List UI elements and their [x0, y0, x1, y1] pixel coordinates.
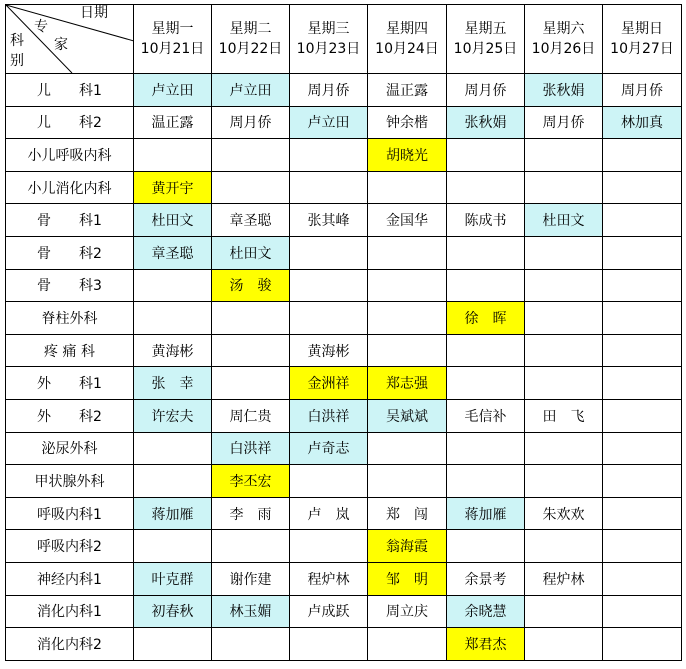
expert-name: 温正露 [151, 115, 194, 132]
schedule-cell [603, 530, 682, 563]
department-label: 外 科2 [6, 399, 134, 432]
corner-expert-label-2: 家 [54, 37, 68, 53]
department-label: 脊柱外科 [6, 302, 134, 335]
schedule-cell [368, 269, 447, 302]
table-row [6, 106, 682, 139]
weekday-label: 星期日 [621, 21, 663, 37]
schedule-cell [134, 236, 212, 269]
department-label: 神经内科1 [6, 562, 134, 595]
schedule-cell [368, 432, 447, 465]
schedule-cell [368, 628, 447, 661]
schedule-cell [368, 465, 447, 498]
schedule-cell [447, 595, 525, 628]
schedule-cell [212, 530, 290, 563]
schedule-cell [447, 497, 525, 530]
schedule-cell [603, 432, 682, 465]
schedule-cell [603, 399, 682, 432]
expert-name: 金国华 [386, 213, 428, 230]
schedule-cell [447, 106, 525, 139]
expert-name: 白洪祥 [307, 408, 350, 425]
schedule-cell [134, 334, 212, 367]
expert-name: 郑志强 [386, 376, 428, 393]
corner-dept-label-2: 别 [10, 53, 24, 69]
schedule-cell [603, 74, 682, 107]
expert-name: 张秋娟 [542, 82, 585, 99]
schedule-cell [290, 530, 368, 563]
weekday-label: 星期六 [542, 21, 585, 37]
schedule-cell [368, 74, 447, 107]
department-label: 疼 痛 科 [6, 334, 134, 367]
expert-name: 杜田文 [542, 213, 585, 230]
schedule-cell [525, 106, 603, 139]
schedule-cell [212, 269, 290, 302]
day-header-6 [525, 5, 603, 74]
corner-dept-label-1: 科 [10, 33, 24, 49]
corner-date-label: 日期 [80, 5, 108, 21]
table-row [6, 595, 682, 628]
schedule-cell [525, 302, 603, 335]
department-label: 消化内科1 [6, 595, 134, 628]
expert-name: 邹 明 [386, 571, 428, 588]
table-row [6, 302, 682, 335]
expert-name: 郑君杰 [464, 636, 507, 653]
schedule-cell [290, 334, 368, 367]
schedule-cell [603, 465, 682, 498]
schedule-cell [525, 497, 603, 530]
schedule-cell [290, 204, 368, 237]
department-label: 骨 科3 [6, 269, 134, 302]
table-row [6, 530, 682, 563]
schedule-cell [212, 562, 290, 595]
table-row [6, 562, 682, 595]
schedule-cell [368, 236, 447, 269]
expert-name: 周仁贵 [229, 408, 272, 425]
expert-name: 张秋娟 [464, 115, 507, 132]
expert-name: 郑 闯 [386, 506, 428, 523]
schedule-cell [212, 432, 290, 465]
table-row [6, 399, 682, 432]
schedule-cell [447, 204, 525, 237]
schedule-cell [290, 106, 368, 139]
schedule-cell [134, 106, 212, 139]
schedule-cell [525, 530, 603, 563]
schedule-cell [603, 334, 682, 367]
schedule-cell [134, 530, 212, 563]
schedule-cell [447, 399, 525, 432]
schedule-cell [134, 628, 212, 661]
day-header-5 [447, 5, 525, 74]
schedule-cell [368, 302, 447, 335]
schedule-cell [525, 399, 603, 432]
schedule-cell [212, 302, 290, 335]
expert-name: 周月侨 [307, 82, 350, 99]
schedule-cell [368, 204, 447, 237]
table-row [6, 628, 682, 661]
schedule-cell [525, 432, 603, 465]
day-header-7 [603, 5, 682, 74]
expert-name: 李 雨 [229, 506, 272, 523]
table-row [6, 367, 682, 400]
schedule-cell [368, 530, 447, 563]
schedule-cell [134, 595, 212, 628]
schedule-cell [212, 465, 290, 498]
schedule-cell [212, 139, 290, 172]
schedule-cell [525, 74, 603, 107]
department-label: 小儿呼吸内科 [6, 139, 134, 172]
schedule-cell [134, 139, 212, 172]
schedule-cell [525, 367, 603, 400]
schedule-cell [603, 236, 682, 269]
schedule-table [5, 4, 682, 661]
schedule-cell [290, 139, 368, 172]
schedule-cell [525, 236, 603, 269]
schedule-cell [134, 74, 212, 107]
department-label: 外 科1 [6, 367, 134, 400]
schedule-cell [290, 367, 368, 400]
weekday-label: 星期二 [229, 21, 272, 37]
schedule-cell [603, 204, 682, 237]
schedule-cell [525, 204, 603, 237]
schedule-cell [368, 334, 447, 367]
schedule-cell [290, 236, 368, 269]
expert-name: 黄海彬 [151, 343, 194, 360]
schedule-cell [525, 595, 603, 628]
schedule-cell [603, 367, 682, 400]
expert-name: 卢奇志 [307, 441, 350, 458]
expert-name: 蒋加雁 [151, 506, 194, 523]
expert-name: 章圣聪 [151, 245, 194, 262]
day-header-4 [368, 5, 447, 74]
schedule-cell [525, 139, 603, 172]
expert-name: 卢成跃 [307, 604, 350, 621]
schedule-cell [134, 497, 212, 530]
weekday-label: 星期一 [151, 21, 194, 37]
expert-name: 黄海彬 [307, 343, 350, 360]
table-row [6, 139, 682, 172]
schedule-cell [290, 269, 368, 302]
schedule-cell [447, 562, 525, 595]
expert-name: 杜田文 [151, 213, 194, 230]
expert-name: 白洪祥 [229, 441, 272, 458]
date-label: 10月21日 [140, 41, 205, 57]
schedule-cell [603, 106, 682, 139]
schedule-cell [134, 432, 212, 465]
schedule-cell [212, 595, 290, 628]
schedule-cell [212, 204, 290, 237]
expert-name: 周月侨 [229, 115, 272, 132]
schedule-cell [525, 171, 603, 204]
expert-name: 卢 岚 [307, 506, 350, 523]
header-row [6, 5, 682, 74]
date-label: 10月23日 [296, 41, 361, 57]
date-label: 10月26日 [531, 41, 596, 57]
expert-name: 林玉媚 [229, 604, 272, 621]
table-row [6, 465, 682, 498]
schedule-cell [603, 171, 682, 204]
schedule-cell [447, 269, 525, 302]
expert-name: 陈成书 [464, 213, 507, 230]
day-header-1 [134, 5, 212, 74]
schedule-cell [212, 399, 290, 432]
weekday-label: 星期三 [307, 21, 350, 37]
date-label: 10月24日 [375, 41, 439, 57]
expert-name: 钟余楷 [386, 115, 428, 132]
expert-name: 卢立田 [151, 82, 194, 99]
corner-expert-label-1: 专 [34, 19, 48, 35]
schedule-cell [290, 74, 368, 107]
expert-name: 卢立田 [307, 115, 350, 132]
schedule-cell [134, 171, 212, 204]
expert-name: 李丕宏 [229, 473, 272, 490]
table-row [6, 432, 682, 465]
schedule-cell [525, 269, 603, 302]
corner-header [6, 5, 134, 74]
expert-name: 朱欢欢 [542, 506, 585, 523]
schedule-cell [290, 628, 368, 661]
expert-name: 叶克群 [151, 571, 194, 588]
schedule-cell [212, 171, 290, 204]
department-label: 骨 科2 [6, 236, 134, 269]
schedule-cell [212, 497, 290, 530]
schedule-cell [290, 497, 368, 530]
schedule-cell [368, 497, 447, 530]
date-label: 10月22日 [218, 41, 283, 57]
expert-name: 张 幸 [151, 376, 194, 393]
schedule-cell [290, 302, 368, 335]
expert-name: 汤 骏 [229, 278, 272, 295]
weekday-label: 星期四 [386, 21, 428, 37]
department-label: 儿 科2 [6, 106, 134, 139]
schedule-cell [212, 628, 290, 661]
schedule-cell [290, 171, 368, 204]
expert-name: 黄开宇 [151, 180, 194, 197]
schedule-cell [290, 465, 368, 498]
schedule-cell [134, 367, 212, 400]
department-label: 甲状腺外科 [6, 465, 134, 498]
expert-name: 程炉林 [542, 571, 585, 588]
expert-name: 许宏夫 [151, 408, 194, 425]
schedule-cell [603, 139, 682, 172]
schedule-cell [134, 302, 212, 335]
expert-name: 温正露 [386, 82, 428, 99]
schedule-cell [447, 171, 525, 204]
schedule-cell [290, 562, 368, 595]
schedule-cell [447, 334, 525, 367]
expert-name: 翁海霞 [386, 539, 428, 556]
expert-name: 初春秋 [151, 604, 194, 621]
schedule-cell [134, 562, 212, 595]
schedule-cell [525, 334, 603, 367]
schedule-cell [134, 465, 212, 498]
schedule-cell [134, 269, 212, 302]
table-row [6, 497, 682, 530]
schedule-cell [603, 269, 682, 302]
expert-name: 谢作建 [229, 571, 272, 588]
schedule-cell [368, 367, 447, 400]
schedule-cell [603, 628, 682, 661]
expert-name: 周月侨 [542, 115, 585, 132]
schedule-cell [134, 399, 212, 432]
table-row [6, 74, 682, 107]
expert-name: 程炉林 [307, 571, 350, 588]
expert-name: 金洲祥 [307, 376, 350, 393]
department-label: 呼吸内科1 [6, 497, 134, 530]
schedule-cell [134, 204, 212, 237]
table-row [6, 171, 682, 204]
date-label: 10月25日 [453, 41, 518, 57]
expert-name: 周立庆 [386, 604, 428, 621]
schedule-cell [290, 595, 368, 628]
schedule-cell [212, 106, 290, 139]
schedule-cell [447, 628, 525, 661]
schedule-cell [447, 139, 525, 172]
expert-name: 章圣聪 [229, 213, 272, 230]
expert-name: 余晓慧 [464, 604, 507, 621]
schedule-cell [447, 530, 525, 563]
schedule-cell [290, 432, 368, 465]
day-header-2 [212, 5, 290, 74]
schedule-cell [525, 465, 603, 498]
expert-name: 周月侨 [621, 82, 663, 99]
schedule-cell [447, 74, 525, 107]
schedule-cell [368, 562, 447, 595]
schedule-cell [212, 236, 290, 269]
corner-diagonal-lines [6, 5, 134, 73]
expert-name: 蒋加雁 [464, 506, 507, 523]
schedule-cell [603, 562, 682, 595]
table-row [6, 334, 682, 367]
table-row [6, 269, 682, 302]
department-label: 泌尿外科 [6, 432, 134, 465]
day-header-3 [290, 5, 368, 74]
schedule-cell [212, 367, 290, 400]
schedule-cell [447, 236, 525, 269]
expert-name: 卢立田 [229, 82, 272, 99]
schedule-cell [525, 562, 603, 595]
schedule-cell [290, 399, 368, 432]
schedule-cell [447, 465, 525, 498]
expert-name: 张其峰 [307, 213, 350, 230]
department-label: 儿 科1 [6, 74, 134, 107]
table-row [6, 236, 682, 269]
expert-name: 吴斌斌 [386, 408, 428, 425]
schedule-cell [212, 74, 290, 107]
weekday-label: 星期五 [464, 21, 507, 37]
expert-name: 徐 晖 [464, 310, 507, 327]
schedule-cell [368, 171, 447, 204]
schedule-cell [368, 595, 447, 628]
expert-name: 毛信补 [464, 408, 507, 425]
schedule-cell [447, 432, 525, 465]
department-label: 骨 科1 [6, 204, 134, 237]
schedule-cell [447, 367, 525, 400]
department-label: 呼吸内科2 [6, 530, 134, 563]
schedule-cell [447, 302, 525, 335]
schedule-cell [368, 106, 447, 139]
table-row [6, 204, 682, 237]
expert-name: 余景考 [464, 571, 507, 588]
department-label: 消化内科2 [6, 628, 134, 661]
schedule-cell [212, 334, 290, 367]
expert-name: 胡晓光 [386, 147, 428, 164]
expert-name: 林加真 [621, 115, 663, 132]
department-label: 小儿消化内科 [6, 171, 134, 204]
expert-name: 杜田文 [229, 245, 272, 262]
schedule-cell [525, 628, 603, 661]
schedule-cell [603, 595, 682, 628]
schedule-cell [368, 399, 447, 432]
date-label: 10月27日 [610, 41, 674, 57]
schedule-cell [603, 302, 682, 335]
schedule-cell [368, 139, 447, 172]
expert-name: 田 飞 [542, 408, 585, 425]
schedule-cell [603, 497, 682, 530]
expert-name: 周月侨 [464, 82, 507, 99]
